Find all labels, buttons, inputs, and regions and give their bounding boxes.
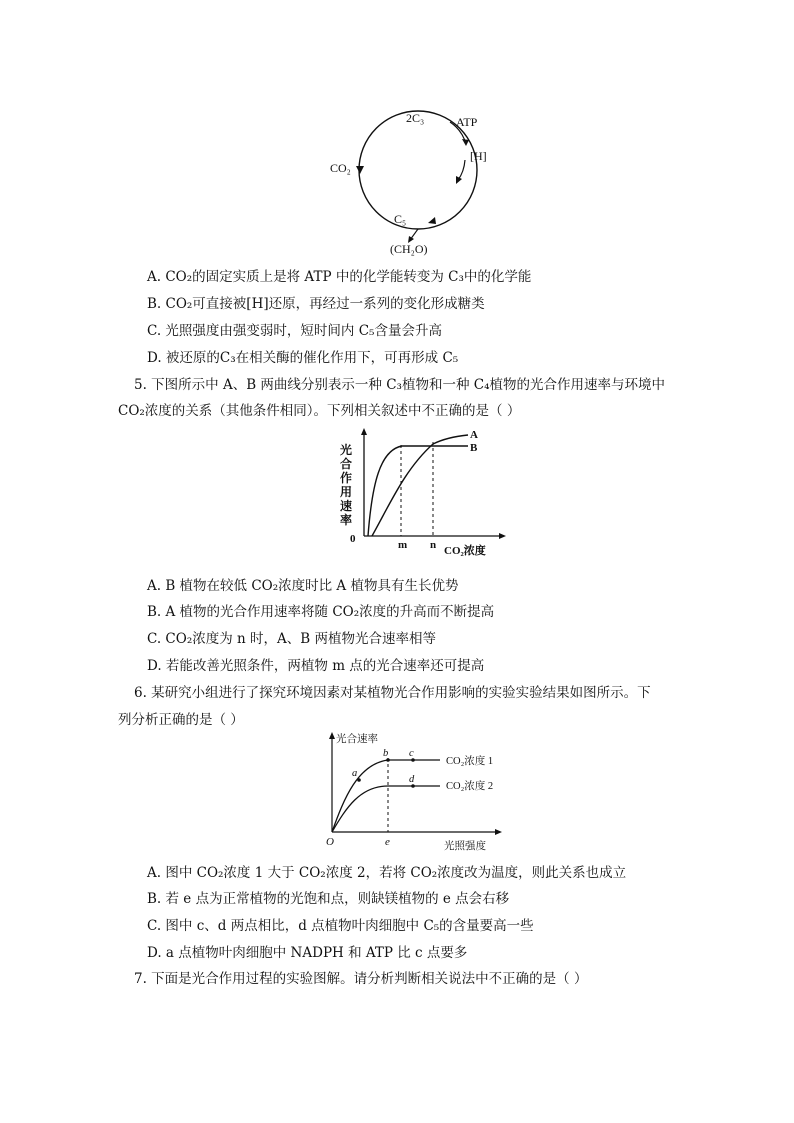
- q6-ylabel: 光合速率: [336, 734, 378, 745]
- q5-xtick-m: m: [398, 539, 408, 551]
- q6-series-1-label: CO₂浓度 1: [446, 756, 494, 767]
- q6-xtick-e: e: [385, 836, 390, 848]
- label-2c3: 2C₃: [406, 111, 425, 125]
- q5-ylabel-char: 率: [340, 513, 353, 527]
- label-h: [H]: [470, 149, 487, 163]
- q6-origin: O: [326, 836, 334, 848]
- q5-option-b: B. A 植物的光合作用速率将随 CO₂浓度的升高而不断提高: [147, 604, 495, 620]
- q5-option-d: D. 若能改善光照条件，两植物 m 点的光合速率还可提高: [147, 658, 485, 674]
- q5-origin: 0: [350, 533, 356, 545]
- q6-stem-line2: 列分析正确的是（ ）: [118, 712, 244, 728]
- q4-option-b: B. CO₂可直接被[H]还原，再经过一系列的变化形成糖类: [147, 296, 485, 312]
- q5-series-b-label: B: [470, 442, 478, 454]
- q5-y-axis-arrow-icon: [361, 428, 367, 435]
- q4-option-d: D. 被还原的C₃在相关酶的催化作用下，可再形成 C₅: [147, 350, 459, 366]
- q6-label-c: c: [409, 748, 414, 759]
- q5-option-c: C. CO₂浓度为 n 时，A、B 两植物光合速率相等: [147, 631, 436, 647]
- co2-arrowhead-icon: [356, 166, 364, 174]
- atp-arrowhead-icon: [462, 139, 469, 146]
- q6-y-axis-arrow-icon: [329, 732, 335, 739]
- q6-label-b: b: [383, 748, 389, 759]
- q6-option-c: C. 图中 c、d 两点相比，d 点植物叶肉细胞中 C₅的含量要高一些: [147, 918, 534, 934]
- h-arrow-icon: [458, 160, 465, 180]
- q5-ylabel-char: 合: [340, 457, 353, 471]
- q6-label-d: d: [409, 774, 415, 785]
- q5-ylabel-char: 光: [340, 443, 353, 457]
- q6-option-d: D. a 点植物叶肉细胞中 NADPH 和 ATP 比 c 点要多: [147, 945, 468, 961]
- q6-stem-line1: 6. 某研究小组进行了探究环境因素对某植物光合作用影响的实验实验结果如图所示。下: [134, 685, 651, 701]
- q6-xlabel: 光照强度: [444, 841, 486, 852]
- q5-x-axis-arrow-icon: [499, 533, 506, 539]
- c5-arrowhead-icon: [428, 217, 436, 224]
- q4-option-a: A. CO₂的固定实质上是将 ATP 中的化学能转变为 C₃中的化学能: [147, 269, 532, 285]
- q5-stem-line2: CO₂浓度的关系（其他条件相同）。下列相关叙述中不正确的是（ ）: [118, 403, 521, 419]
- q5-ylabel-char: 用: [340, 485, 353, 499]
- q6-point-a: [357, 778, 361, 782]
- q4-option-c: C. 光照强度由强变弱时，短时间内 C₅含量会升高: [147, 323, 442, 339]
- q5-ylabel-char: 速: [340, 499, 353, 513]
- q5-xtick-n: n: [430, 539, 437, 551]
- q5-ylabel-char: 作: [340, 471, 353, 485]
- q6-light-rate-chart: [322, 728, 512, 856]
- q6-series-2-label: CO₂浓度 2: [446, 781, 494, 792]
- label-c5: C₅: [394, 212, 407, 226]
- q6-option-a: A. 图中 CO₂浓度 1 大于 CO₂浓度 2，若将 CO₂浓度改为温度，则此关系也成立: [147, 865, 627, 881]
- q5-co2-rate-chart: [330, 424, 510, 560]
- q5-ylabel: [340, 442, 352, 527]
- q7-stem: 7. 下面是光合作用过程的实验图解。请分析判断相关说法中不正确的是（ ）: [134, 971, 588, 987]
- q5-stem-line1: 5. 下图所示中 A、B 两曲线分别表示一种 C₃植物和一种 C₄植物的光合作用速率与环境中: [134, 377, 665, 393]
- q5-xlabel: CO₂浓度: [444, 545, 486, 557]
- label-co2: CO₂: [330, 161, 351, 175]
- h-arrowhead-icon: [456, 176, 462, 184]
- q6-x-axis-arrow-icon: [495, 829, 502, 835]
- q6-label-a: a: [352, 768, 358, 779]
- q5-curve-a: [372, 435, 468, 536]
- q6-option-b: B. 若 e 点为正常植物的光饱和点，则缺镁植物的 e 点会右移: [147, 891, 510, 907]
- q6-curve-co2-1: [332, 760, 440, 832]
- q5-option-a: A. B 植物在较低 CO₂浓度时比 A 植物具有生长优势: [147, 578, 459, 594]
- label-ch2o: (CH₂O): [390, 242, 428, 256]
- calvin-cycle-diagram: [320, 108, 500, 258]
- q5-series-a-label: A: [470, 429, 478, 441]
- label-atp: ATP: [456, 115, 478, 129]
